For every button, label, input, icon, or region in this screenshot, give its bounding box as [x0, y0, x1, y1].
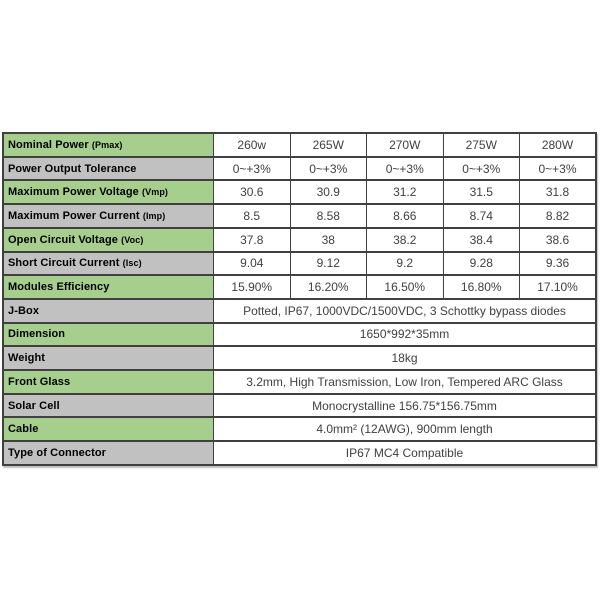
spec-value-cell: 0~+3% — [367, 157, 444, 181]
row-label: Short Circuit Current — [8, 257, 120, 270]
table-row — [3, 370, 596, 394]
spec-table-body — [3, 133, 596, 465]
spec-value-cell: 15.90% — [214, 275, 291, 299]
spec-value-cell: 260w — [214, 133, 291, 157]
row-label-symbol: (Imp) — [142, 210, 166, 221]
table-row — [3, 346, 596, 370]
row-label-cell — [3, 299, 214, 323]
row-label-symbol: (Voc) — [121, 234, 144, 245]
row-label: Nominal Power — [8, 138, 89, 151]
spec-merged-value-cell: IP67 MC4 Compatible — [214, 441, 597, 465]
table-row — [3, 133, 596, 157]
row-label: Power Output Tolerance — [8, 162, 137, 175]
spec-value-cell: 30.6 — [214, 180, 291, 204]
spec-merged-value-cell: 18kg — [214, 346, 597, 370]
row-label-symbol: (Isc) — [122, 258, 142, 269]
spec-value-cell: 8.74 — [443, 204, 520, 228]
spec-value-cell: 270W — [367, 133, 444, 157]
spec-merged-value-cell: 1650*992*35mm — [214, 323, 597, 347]
row-label: Maximum Power Current — [8, 209, 140, 222]
spec-merged-value-cell: 4.0mm² (12AWG), 900mm length — [214, 417, 597, 441]
table-row — [3, 417, 596, 441]
spec-value-cell: 38.4 — [443, 228, 520, 252]
spec-value-cell: 16.80% — [443, 275, 520, 299]
spec-value-cell: 38 — [290, 228, 367, 252]
table-row — [3, 275, 596, 299]
spec-value-cell: 30.9 — [290, 180, 367, 204]
spec-value-cell: 17.10% — [520, 275, 597, 299]
spec-value-cell: 37.8 — [214, 228, 291, 252]
row-label-cell — [3, 180, 214, 204]
spec-merged-value-cell: Monocrystalline 156.75*156.75mm — [214, 394, 597, 418]
spec-value-cell: 9.2 — [367, 252, 444, 276]
spec-value-cell: 9.28 — [443, 252, 520, 276]
spec-value-cell: 0~+3% — [290, 157, 367, 181]
row-label-cell — [3, 252, 214, 276]
row-label: Maximum Power Voltage — [8, 186, 139, 199]
row-label-cell — [3, 275, 214, 299]
spec-value-cell: 8.5 — [214, 204, 291, 228]
row-label: Front Glass — [8, 375, 71, 388]
spec-value-cell: 9.36 — [520, 252, 597, 276]
spec-value-cell: 31.5 — [443, 180, 520, 204]
row-label: Cable — [8, 423, 39, 436]
solar-panel-spec-table — [2, 132, 597, 466]
spec-value-cell: 0~+3% — [520, 157, 597, 181]
table-row — [3, 157, 596, 181]
table-row — [3, 394, 596, 418]
spec-value-cell: 8.58 — [290, 204, 367, 228]
row-label-cell — [3, 441, 214, 465]
spec-value-cell: 9.04 — [214, 252, 291, 276]
spec-table-container — [2, 132, 597, 466]
row-label-cell — [3, 394, 214, 418]
spec-value-cell: 280W — [520, 133, 597, 157]
row-label-symbol: (Vmp) — [142, 187, 169, 198]
table-row — [3, 252, 596, 276]
row-label-cell — [3, 228, 214, 252]
spec-value-cell: 31.8 — [520, 180, 597, 204]
table-row — [3, 180, 596, 204]
table-row — [3, 228, 596, 252]
row-label-cell — [3, 346, 214, 370]
row-label-symbol: (Pmax) — [91, 139, 123, 150]
spec-value-cell: 31.2 — [367, 180, 444, 204]
row-label-cell — [3, 370, 214, 394]
table-row — [3, 299, 596, 323]
spec-value-cell: 8.82 — [520, 204, 597, 228]
spec-value-cell: 0~+3% — [214, 157, 291, 181]
spec-value-cell: 16.50% — [367, 275, 444, 299]
spec-merged-value-cell: Potted, IP67, 1000VDC/1500VDC, 3 Schottky bypass diodes — [214, 299, 597, 323]
row-label-cell — [3, 323, 214, 347]
spec-value-cell: 16.20% — [290, 275, 367, 299]
row-label: Modules Efficiency — [8, 281, 110, 294]
row-label-cell — [3, 133, 214, 157]
table-row — [3, 204, 596, 228]
spec-value-cell: 275W — [443, 133, 520, 157]
row-label: Open Circuit Voltage — [8, 233, 118, 246]
table-row — [3, 323, 596, 347]
row-label: J-Box — [8, 304, 40, 317]
row-label: Type of Connector — [8, 447, 107, 460]
spec-value-cell: 0~+3% — [443, 157, 520, 181]
spec-merged-value-cell: 3.2mm, High Transmission, Low Iron, Tempered ARC Glass — [214, 370, 597, 394]
spec-value-cell: 9.12 — [290, 252, 367, 276]
spec-value-cell: 38.6 — [520, 228, 597, 252]
row-label-cell — [3, 157, 214, 181]
table-row — [3, 441, 596, 465]
spec-value-cell: 265W — [290, 133, 367, 157]
spec-value-cell: 38.2 — [367, 228, 444, 252]
row-label: Weight — [8, 352, 46, 365]
row-label-cell — [3, 204, 214, 228]
spec-value-cell: 8.66 — [367, 204, 444, 228]
row-label-cell — [3, 417, 214, 441]
row-label: Solar Cell — [8, 399, 60, 412]
row-label: Dimension — [8, 328, 66, 341]
